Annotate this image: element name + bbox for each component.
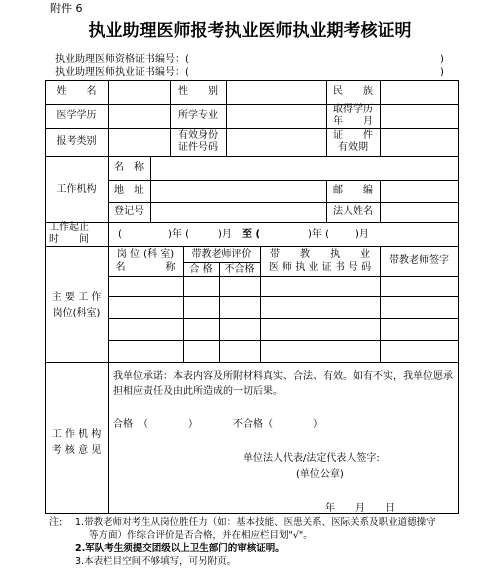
col-teacher-eval: 带教老师评价 [191,249,252,260]
gender-field[interactable] [227,81,325,103]
position-row-1[interactable] [109,277,457,295]
exam-category-label: 报考类别 [56,136,97,147]
legal-rep-label: 法人姓名 [333,206,373,217]
work-period-label-line2: 时 间 [49,234,89,245]
work-period-open-paren: ( [118,229,122,240]
obtain-education-label-line1: 取得学历 [333,104,373,115]
id-number-field[interactable] [227,129,325,155]
qualification-cert-label: 执业助理医师资格证书编号：( [55,54,189,65]
work-period-label-line1: 工作起止 [49,222,89,233]
col-pass: 合 格 [189,264,213,275]
practice-cert-label: 执业助理医师执业证书编号：( [55,67,189,78]
promise-text-line1: 我单位承诺：本表内容及所附材料真实、合法、有效。如有不实，我单位愿承 [113,371,453,382]
assessment-label-line2: 考 核 意 见 [51,445,102,456]
col-teacher-cert-line2: 医 师 执 业 证 书 号 码 [268,262,372,273]
qualification-cert-close: ) [440,54,444,65]
exam-category-field[interactable] [109,129,169,155]
reg-no-field[interactable] [151,203,325,221]
note-1-line2: 等方面）作综合评价是否合格，并在相应栏目划"√"。 [89,530,313,541]
note-1-line1: 1.带教老师对考生从岗位胜任力（如：基本技能、医患关系、医际关系及职业道德操守 [75,517,436,528]
postcode-field[interactable] [381,181,457,201]
col-teacher-sign: 带教老师签字 [389,255,449,266]
org-name-label: 名 称 [114,162,144,173]
org-name-field[interactable] [151,157,457,179]
work-period-to: 至 ( [242,229,261,240]
cert-valid-field[interactable] [381,129,457,155]
assessment-date: 年 月 日 [325,503,395,514]
name-field[interactable] [109,81,169,103]
education-field[interactable] [109,105,169,127]
positions-label-line1: 主 要 工 作 [51,292,102,303]
assessment-pass-option[interactable]: 合格 （ ） [113,419,198,430]
notes-label: 注: [49,517,63,528]
practice-cert-close: ) [440,67,444,78]
work-org-label: 工作机构 [56,184,97,195]
obtain-education-label-line2: 年 月 [333,116,373,127]
major-label: 所学专业 [178,110,218,121]
note-2: 2.军队考生须提交团级以上卫生部门的审核证明。 [75,543,285,554]
attachment-label: 附件 6 [50,2,83,15]
work-period-start-year: )年 ( [168,229,189,240]
note-3: 3.本表栏目空间不够填写，可另附页。 [75,556,237,567]
major-field[interactable] [227,105,325,127]
legal-rep-field[interactable] [381,203,457,221]
promise-text-line2: 担相应责任及由此所造成的一切后果。 [113,386,283,397]
gender-label: 性 别 [178,86,218,97]
work-period-end-month: )月 [355,229,369,240]
id-doc-label-line1: 有效身份 [178,130,218,141]
assessment-label-line1: 工 作 机 构 [51,429,102,440]
page-title: 执业助理医师报考执业医师执业期考核证明 [88,21,412,41]
col-teacher-cert-line1: 带 教 执 业 [270,249,370,260]
col-post-name-line1: 岗 位 (科 室) [116,249,175,260]
cert-valid-label-line2: 有效期 [338,142,368,153]
legal-rep-signature-label: 单位法人代表/法定代表人签字: [243,453,380,464]
obtain-education-field[interactable] [381,105,457,127]
reg-no-label: 登记号 [114,206,144,217]
address-label: 地 址 [114,185,144,196]
positions-label-line2: 岗位(科室) [52,308,101,319]
work-period-start-month: )月 [218,229,232,240]
position-row-4[interactable] [109,341,457,361]
address-field[interactable] [151,181,325,201]
col-post-name-line2: 名 称 [115,262,176,273]
position-row-3[interactable] [109,319,457,339]
position-row-2[interactable] [109,297,457,317]
ethnicity-field[interactable] [381,81,457,103]
unit-seal-label: (单位公章) [296,469,344,480]
id-doc-label-line2: 证件号码 [178,142,218,153]
name-label: 姓 名 [56,86,97,97]
work-period-end-year: )年 ( [308,229,329,240]
col-fail: 不合格 [224,264,255,275]
cert-valid-label-line1: 证 件 [333,130,373,141]
assessment-fail-option[interactable]: 不合格（ ） [233,419,323,430]
education-label: 医学学历 [56,110,97,121]
postcode-label: 邮 编 [333,185,373,196]
ethnicity-label: 民 族 [333,86,373,97]
